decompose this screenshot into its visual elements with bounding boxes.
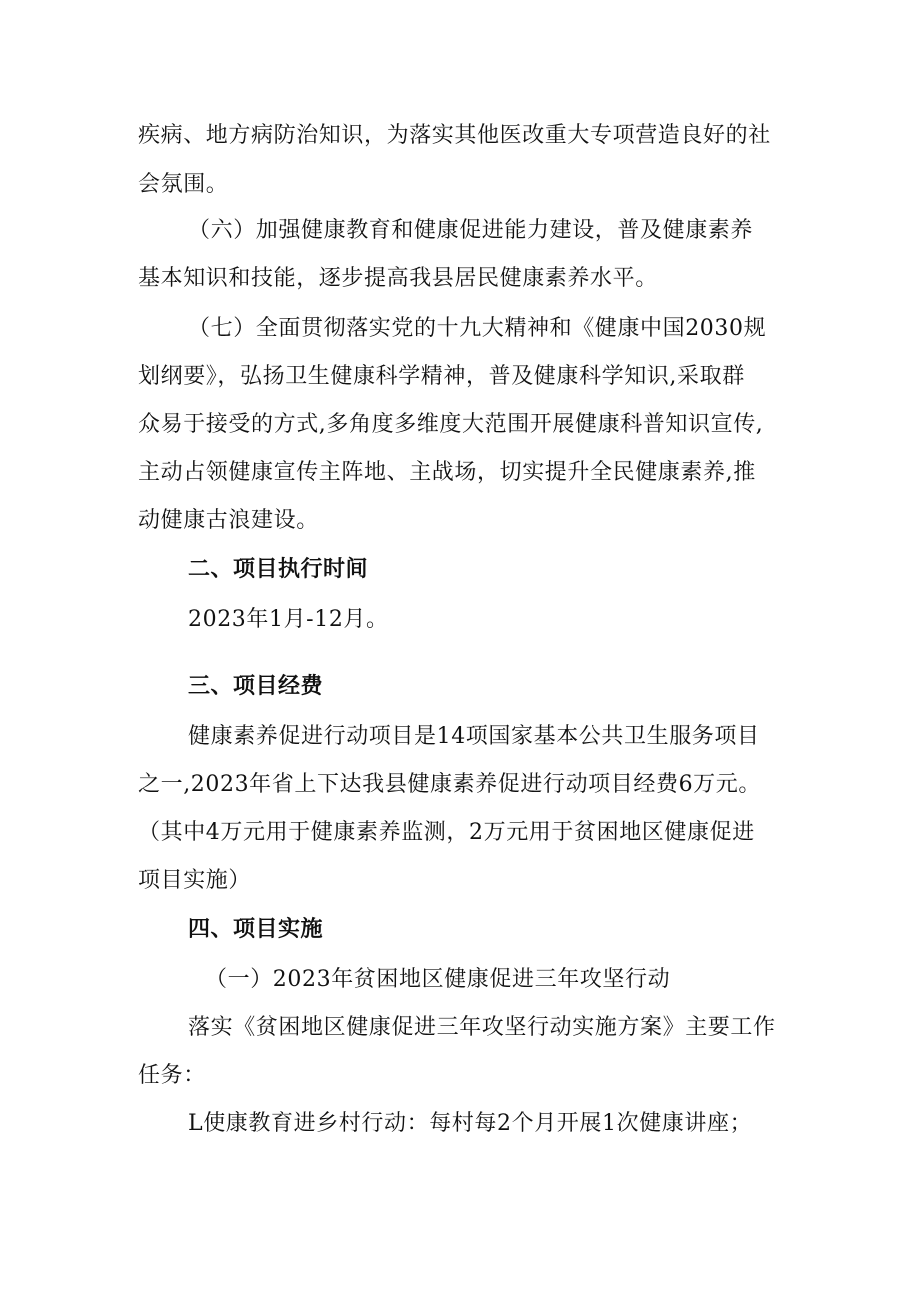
paragraph-line: 项目实施） [138,868,252,893]
paragraph-line: （七）全面贯彻落实党的十九大精神和《健康中国2030规 [188,316,767,341]
paragraph-line: 主动占领健康宣传主阵地、主战场，切实提升全民健康素养,推 [138,460,756,485]
paragraph-line: 落实《贫困地区健康促进三年攻坚行动实施方案》主要工作 [188,1015,776,1040]
paragraph-line: 任务： [138,1063,206,1088]
sub-heading: （一）2023年贫困地区健康促进三年攻坚行动 [205,967,671,992]
paragraph-line: 疾病、地方病防治知识，为落实其他医改重大专项营造良好的社 [138,123,771,148]
paragraph-line: 2023年1月-12月。 [188,607,389,632]
paragraph-line: 众易于接受的方式,多角度多维度大范围开展健康科普知识宣传, [138,412,764,437]
paragraph-line: 会氛围。 [138,172,229,197]
paragraph-line: 基本知识和技能，逐步提高我县居民健康素养水平。 [138,266,658,291]
paragraph-line: （六）加强健康教育和健康促进能力建设，普及健康素养 [188,218,754,243]
section-heading: 二、项目执行时间 [188,557,369,582]
paragraph-line: 动健康古浪建设。 [138,508,319,533]
paragraph-line: 之一,2023年省上下达我县健康素养促进行动项目经费6万元。 [138,772,761,797]
paragraph-line: （其中4万元用于健康素养监测，2万元用于贫困地区健康促进 [138,820,755,845]
section-heading: 四、项目实施 [188,917,324,942]
paragraph-line: 健康素养促进行动项目是14项国家基本公共卫生服务项目 [188,724,760,749]
section-heading: 三、项目经费 [188,674,324,699]
list-item: L使康教育进乡村行动：每村每2个月开展1次健康讲座； [188,1111,753,1136]
paragraph-line: 划纲要》，弘扬卫生健康科学精神，普及健康科学知识,采取群 [138,364,745,389]
